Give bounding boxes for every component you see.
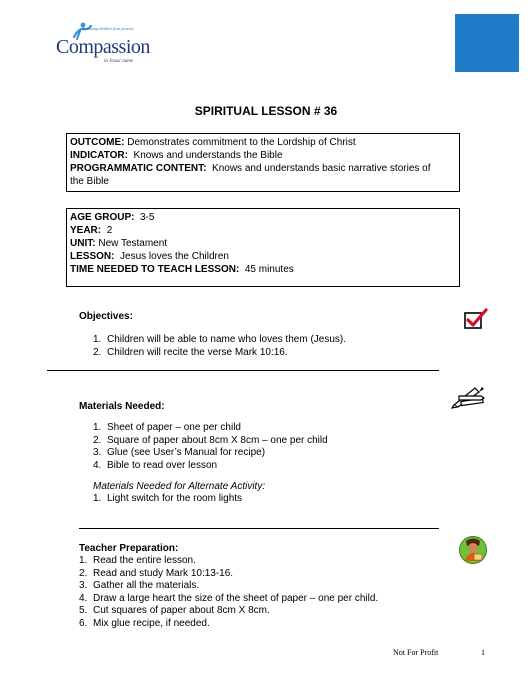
list-item: 1. Children will be able to name who loves them (Jesus). [93, 334, 346, 345]
list-item: 2. Children will recite the verse Mark 10:16. [93, 346, 288, 358]
indicator-value: Knows and understands the Bible [133, 150, 283, 161]
objectives-list [93, 334, 433, 359]
year-line [70, 224, 456, 237]
pencil-icon [451, 383, 487, 409]
age-value: 3-5 [140, 212, 155, 223]
lesson-label: LESSON: [70, 251, 115, 262]
outcome-box [66, 133, 460, 192]
age-line [70, 211, 456, 224]
lesson-info-box [66, 208, 460, 287]
list-item: 3. Gather all the materials. [79, 580, 200, 591]
logo-subline: in Jesus' name [104, 59, 134, 64]
year-value: 2 [106, 225, 113, 236]
content-line [70, 162, 456, 175]
teacher-icon [458, 535, 488, 565]
divider [79, 528, 439, 529]
blue-square [455, 14, 519, 72]
logo-name: Compassion [56, 36, 150, 58]
content-value: Knows and understands basic narrative stories of [212, 163, 431, 174]
age-label: AGE GROUP: [70, 212, 135, 223]
unit-value: New Testament [98, 238, 168, 249]
list-item: 6. Mix glue recipe, if needed. [79, 617, 210, 629]
unit-label: UNIT: [70, 238, 96, 249]
materials-heading: Materials Needed: [79, 401, 165, 412]
list-item: 2. Square of paper about 8cm X 8cm – one per child [93, 434, 328, 446]
list-item: 2. Read and study Mark 10:13-16. [79, 567, 234, 579]
time-label: TIME NEEDED TO TEACH LESSON: [70, 264, 240, 275]
content-line-2: the Bible [70, 176, 109, 187]
list-item: 3. Glue (see User’s Manual for recipe) [93, 447, 266, 458]
logo-tagline: Releasing children from poverty [82, 26, 134, 31]
indicator-line [70, 149, 456, 162]
teacher-prep-list [79, 555, 459, 630]
teacher-prep-heading: Teacher Preparation: [79, 543, 179, 554]
year-label: YEAR: [70, 225, 102, 236]
list-item: 1. Sheet of paper – one per child [93, 422, 241, 433]
outcome-value: Demonstrates commitment to the Lordship of Christ [127, 137, 356, 148]
lesson-line [70, 250, 456, 263]
list-item: 4. Bible to read over lesson [93, 459, 218, 471]
time-line [70, 263, 456, 276]
compassion-logo [52, 20, 172, 72]
content-label: PROGRAMMATIC CONTENT: [70, 163, 207, 174]
materials-list [93, 422, 433, 472]
time-value: 45 minutes [244, 264, 294, 275]
list-item: 5. Cut squares of paper about 8cm X 8cm. [79, 605, 270, 616]
alt-materials-list [93, 493, 433, 506]
list-item: 1. Read the entire lesson. [79, 555, 196, 566]
outcome-line [70, 136, 456, 149]
list-item: 4. Draw a large heart the size of the sheet of paper – one per child. [79, 592, 379, 604]
unit-line [70, 237, 456, 250]
divider [47, 370, 439, 371]
page-title: SPIRITUAL LESSON # 36 [194, 104, 338, 118]
lesson-value: Jesus loves the Children [120, 251, 229, 262]
list-item: 1. Light switch for the room lights [93, 493, 243, 504]
page-number: 1 [481, 648, 485, 657]
alt-materials-heading: Materials Needed for Alternate Activity: [93, 481, 266, 492]
checkbox-check-icon [463, 307, 489, 331]
outcome-label: OUTCOME: [70, 137, 125, 148]
objectives-heading: Objectives: [79, 311, 133, 322]
indicator-label: INDICATOR: [70, 150, 128, 161]
footer-label: Not For Profit [393, 648, 439, 657]
